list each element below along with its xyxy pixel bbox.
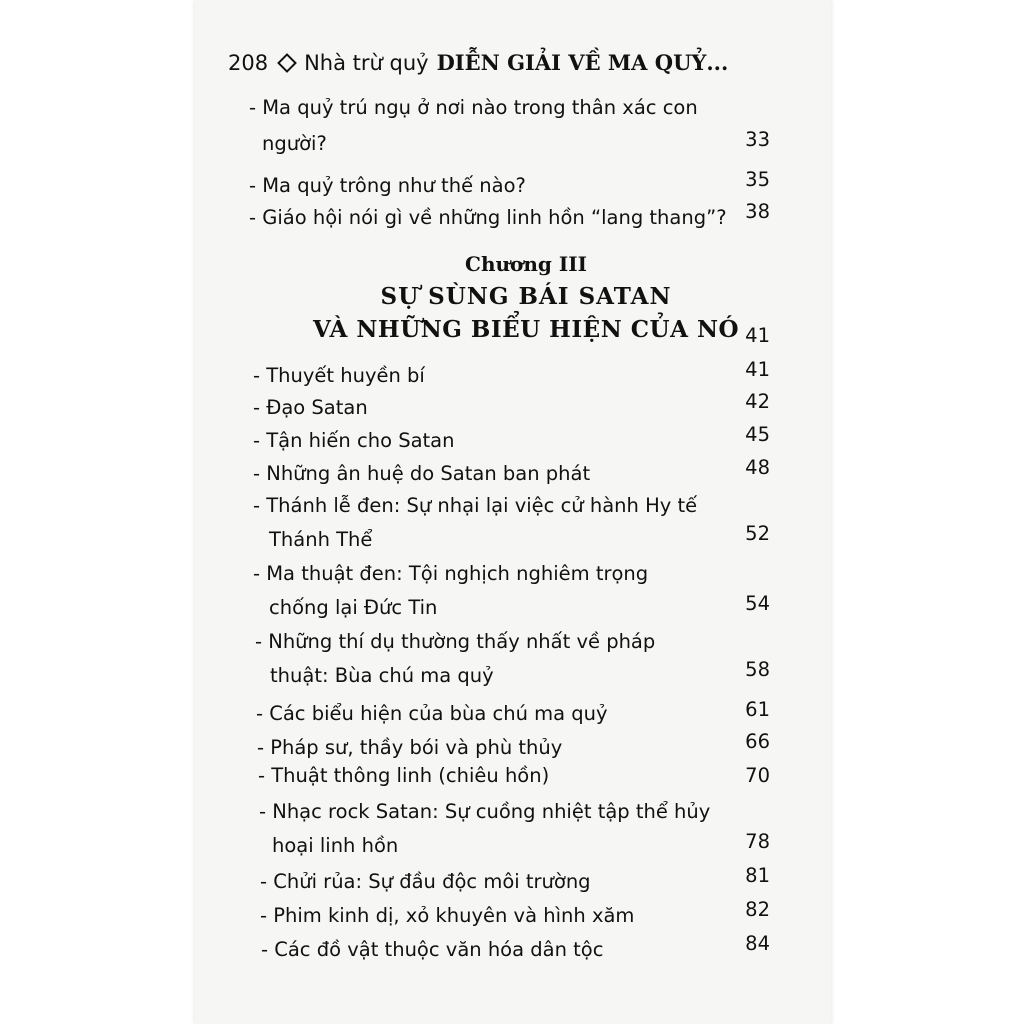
diamond-icon <box>277 53 297 73</box>
entry-text-cont: thuật: Bùa chú ma quỷ <box>270 664 494 687</box>
entry-page: 38 <box>745 200 770 223</box>
entry-text: - Thánh lễ đen: Sự nhại lại việc cử hành Hy tế <box>253 494 698 517</box>
entry-text-cont: chống lại Đức Tin <box>269 596 438 619</box>
running-head <box>228 50 728 75</box>
entry-text: - Chửi rủa: Sự đầu độc môi trường <box>260 870 591 893</box>
entry-text: - Ma quỷ trú ngụ ở nơi nào trong thân xác con <box>249 96 698 119</box>
entry-text: - Các đồ vật thuộc văn hóa dân tộc <box>261 938 604 961</box>
entry-text: - Thuyết huyền bí <box>253 364 425 387</box>
entry-page: 52 <box>745 522 770 545</box>
entry-text: - Pháp sư, thầy bói và phù thủy <box>257 736 563 759</box>
entry-page: 48 <box>745 456 770 479</box>
entry-page: 61 <box>745 698 770 721</box>
entry-page: 66 <box>745 730 770 753</box>
entry-page: 58 <box>745 658 770 681</box>
book-title: Nhà trừ quỷ <box>304 51 429 75</box>
entry-text-cont: Thánh Thể <box>269 528 373 551</box>
entry-page: 54 <box>745 592 770 615</box>
chapter-title-line1: SỰ SÙNG BÁI SATAN <box>380 283 672 310</box>
entry-page: 70 <box>745 764 770 787</box>
entry-page: 84 <box>745 932 770 955</box>
entry-page: 33 <box>745 128 770 151</box>
entry-page: 45 <box>745 423 770 446</box>
entry-text: - Phim kinh dị, xỏ khuyên và hình xăm <box>260 904 635 927</box>
entry-text: - Tận hiến cho Satan <box>253 429 455 452</box>
entry-text: - Nhạc rock Satan: Sự cuồng nhiệt tập thể hủy <box>259 800 711 823</box>
section-title: DIỄN GIẢI VỀ MA QUỶ... <box>436 50 729 75</box>
entry-text: - Đạo Satan <box>253 396 368 419</box>
entry-page: 35 <box>745 168 770 191</box>
entry-text: - Những thí dụ thường thấy nhất về pháp <box>255 630 656 653</box>
entry-page: 78 <box>745 830 770 853</box>
entry-page: 81 <box>745 864 770 887</box>
entry-text-cont: hoại linh hồn <box>272 834 399 857</box>
chapter-label: Chương III <box>465 252 587 276</box>
entry-page: 41 <box>745 324 770 347</box>
page-number: 208 <box>228 51 269 75</box>
entry-text: - Những ân huệ do Satan ban phát <box>253 462 591 485</box>
entry-text: - Giáo hội nói gì về những linh hồn “lang thang”? <box>249 206 727 229</box>
entry-page: 82 <box>745 898 770 921</box>
entry-text: - Thuật thông linh (chiêu hồn) <box>258 764 550 787</box>
entry-text: - Các biểu hiện của bùa chú ma quỷ <box>256 702 608 725</box>
entry-text: - Ma thuật đen: Tội nghịch nghiêm trọng <box>253 562 649 585</box>
entry-page: 42 <box>745 390 770 413</box>
entry-text-cont: người? <box>262 132 327 155</box>
chapter-title-line2: VÀ NHỮNG BIỂU HIỆN CỦA NÓ <box>312 316 740 343</box>
entry-page: 41 <box>745 358 770 381</box>
entry-text: - Ma quỷ trông như thế nào? <box>249 174 526 197</box>
